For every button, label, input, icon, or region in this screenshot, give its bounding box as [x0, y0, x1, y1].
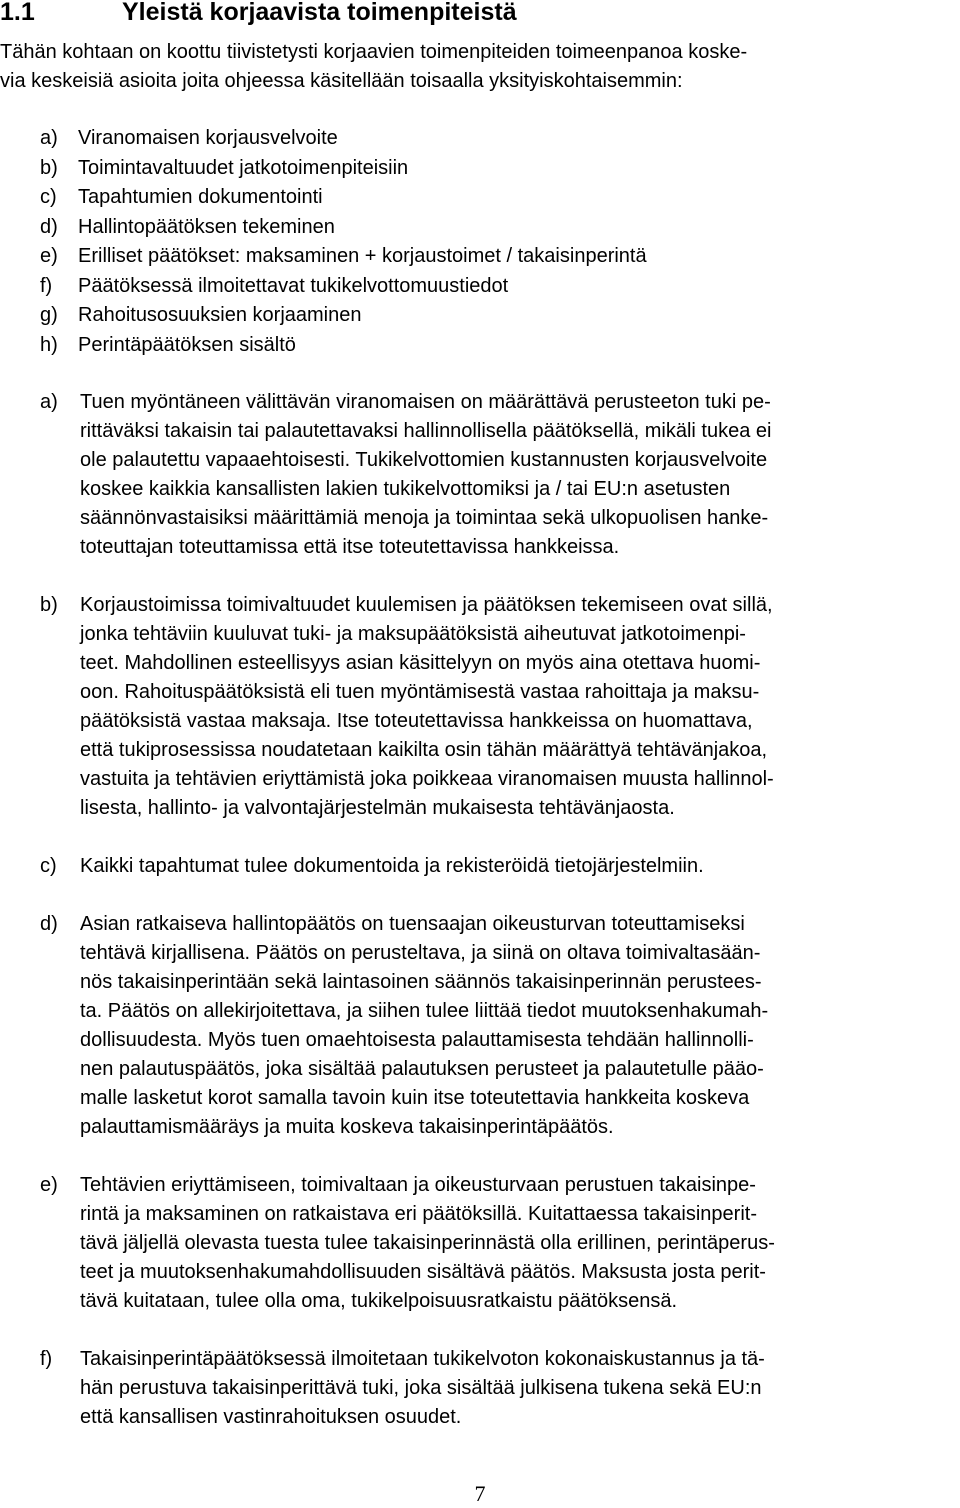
intro-line: Tähän kohtaan on koottu tiivistetysti korjaavien toimenpiteiden toimeenpanoa koske- — [0, 41, 748, 63]
detail-sections — [40, 388, 960, 1461]
topic-item — [40, 242, 647, 272]
paragraph-line: hän perustuva takaisinperittävä tuki, joka sisältää julkisena tukena sekä EU:n — [80, 1377, 762, 1399]
paragraph-line: päätöksistä vastaa maksaja. Itse toteutettavissa hankkeissa on huomattava, — [80, 710, 753, 732]
paragraph-line: Takaisinperintäpäätöksessä ilmoitetaan tukikelvoton kokonaiskustannus ja tä- — [80, 1348, 765, 1370]
section-label: c) — [40, 855, 57, 877]
page-number: 7 — [474, 1481, 486, 1506]
topic-list — [40, 124, 647, 360]
paragraph-line: vastuita ja tehtävien eriyttämistä joka poikkeaa viranomaisen muusta hallinnol- — [80, 768, 774, 790]
topic-item — [40, 183, 647, 213]
topic-item — [40, 272, 647, 302]
paragraph-line: rintä ja maksaminen on ratkaistava eri päätöksillä. Kuitattaessa takaisinperit- — [80, 1203, 757, 1225]
paragraph-line: tävä kuitataan, tulee olla oma, tukikelpoisuusratkaistu päätöksensä. — [80, 1290, 678, 1312]
intro-line: via keskeisiä asioita joita ohjeessa käsitellään toisaalla yksityiskohtaisemmin: — [0, 70, 683, 92]
section-label: d) — [40, 913, 58, 935]
paragraph-line: teet. Mahdollinen esteellisyys asian käsittelyyn on myös aina otettava huomi- — [80, 652, 761, 674]
topic-text: Perintäpäätöksen sisältö — [78, 333, 296, 356]
paragraph-line: että kansallisen vastinrahoituksen osuudet. — [80, 1406, 462, 1428]
paragraph-line: Asian ratkaiseva hallintopäätös on tuensaajan oikeusturvan toteuttamiseksi — [80, 913, 745, 935]
topic-label: h) — [40, 333, 58, 356]
section-title: Yleistä korjaavista toimenpiteistä — [122, 0, 517, 26]
paragraph-line: ole palautettu vapaaehtoisesti. Tukikelvottomien kustannusten korjausvelvoite — [80, 449, 768, 471]
paragraph-line: rittäväksi takaisin tai palautettavaksi hallinnollisella päätöksellä, mikäli tukea ei — [80, 420, 772, 442]
topic-item — [40, 124, 647, 154]
topic-label: c) — [40, 186, 57, 208]
topic-text: Hallintopäätöksen tekeminen — [78, 215, 335, 238]
topic-label: g) — [40, 304, 58, 326]
topic-label: e) — [40, 245, 58, 267]
paragraph-line: nös takaisinperintään sekä laintasoinen säännös takaisinperinnän perustees- — [80, 971, 762, 993]
section-label: a) — [40, 391, 58, 413]
topic-text: Toimintavaltuudet jatkotoimenpiteisiin — [78, 156, 409, 179]
paragraph-line: ta. Päätös on allekirjoitettava, ja siihen tulee liittää tiedot muutoksenhakumah- — [80, 1000, 769, 1022]
section-heading — [0, 0, 517, 28]
paragraph-line: tävä jäljellä olevasta tuesta tulee takaisinperinnästä olla erillinen, perintäperus- — [80, 1232, 775, 1254]
topic-item — [40, 301, 647, 331]
paragraph-line: jonka tehtäviin kuuluvat tuki- ja maksupäätöksistä aiheutuvat jatkotoimenpi- — [80, 623, 746, 645]
paragraph-line: oon. Rahoituspäätöksistä eli tuen myöntämisestä vastaa rahoittaja ja maksu- — [80, 681, 760, 703]
paragraph-line: palauttamismääräys ja muita koskeva takaisinperintäpäätös. — [80, 1116, 614, 1138]
paragraph-line: koskee kaikkia kansallisten lakien tukikelvottomiksi ja / tai EU:n asetusten — [80, 478, 731, 500]
topic-label: b) — [40, 156, 58, 179]
detail-section-e — [40, 1171, 960, 1316]
paragraph-line: tehtävä kirjallisena. Päätös on perusteltava, ja siinä on oltava toimivaltasään- — [80, 942, 761, 964]
detail-section-b — [40, 591, 960, 823]
paragraph-line: säännönvastaisiksi määrittämiä menoja ja toimintaa sekä ulkopuolisen hanke- — [80, 507, 769, 529]
detail-section-d — [40, 910, 960, 1142]
topic-item — [40, 331, 647, 361]
topic-item — [40, 213, 647, 243]
section-label: f) — [40, 1348, 53, 1370]
detail-section-f — [40, 1345, 960, 1432]
topic-label: a) — [40, 127, 58, 149]
topic-text: Tapahtumien dokumentointi — [78, 186, 323, 208]
intro-paragraph — [0, 38, 960, 96]
paragraph-line: toteuttajan toteuttamissa että itse toteutettavissa hankkeissa. — [80, 536, 620, 558]
paragraph-line: lisesta, hallinto- ja valvontajärjestelmän mukaisesta tehtävänjaosta. — [80, 797, 675, 819]
topic-item — [40, 154, 647, 184]
paragraph-line: teet ja muutoksenhakumahdollisuuden sisältävä päätös. Maksusta josta perit- — [80, 1261, 766, 1283]
detail-section-c — [40, 852, 960, 881]
paragraph-line: malle lasketut korot samalla tavoin kuin itse toteutettavia hankkeita koskeva — [80, 1087, 750, 1109]
paragraph-line: dollisuudesta. Myös tuen omaehtoisesta palauttamisesta tehdään hallinnolli- — [80, 1029, 754, 1051]
topic-label: d) — [40, 215, 58, 238]
section-number: 1.1 — [0, 0, 35, 26]
paragraph-line: nen palautuspäätös, joka sisältää palautuksen perusteet ja palautetulle pääo- — [80, 1058, 764, 1080]
paragraph-line: Kaikki tapahtumat tulee dokumentoida ja rekisteröidä tietojärjestelmiin. — [80, 855, 704, 877]
topic-text: Viranomaisen korjausvelvoite — [78, 127, 338, 149]
paragraph-line: Korjaustoimissa toimivaltuudet kuulemisen ja päätöksen tekemiseen ovat sillä, — [80, 594, 773, 616]
paragraph-line: että tukiprosessissa noudatetaan kaikilta osin tähän määrättyä tehtävänjakoa, — [80, 739, 768, 761]
topic-text: Erilliset päätökset: maksaminen + korjaustoimet / takaisinperintä — [78, 245, 647, 267]
detail-section-a — [40, 388, 960, 562]
topic-text: Päätöksessä ilmoitettavat tukikelvottomuustiedot — [78, 274, 509, 297]
topic-text: Rahoitusosuuksien korjaaminen — [78, 304, 362, 326]
section-label: e) — [40, 1174, 58, 1196]
section-label: b) — [40, 594, 58, 616]
paragraph-line: Tuen myöntäneen välittävän viranomaisen on määrättävä perusteeton tuki pe- — [80, 391, 771, 413]
topic-label: f) — [40, 274, 53, 297]
paragraph-line: Tehtävien eriyttämiseen, toimivaltaan ja oikeusturvaan perustuen takaisinpe- — [80, 1174, 756, 1196]
